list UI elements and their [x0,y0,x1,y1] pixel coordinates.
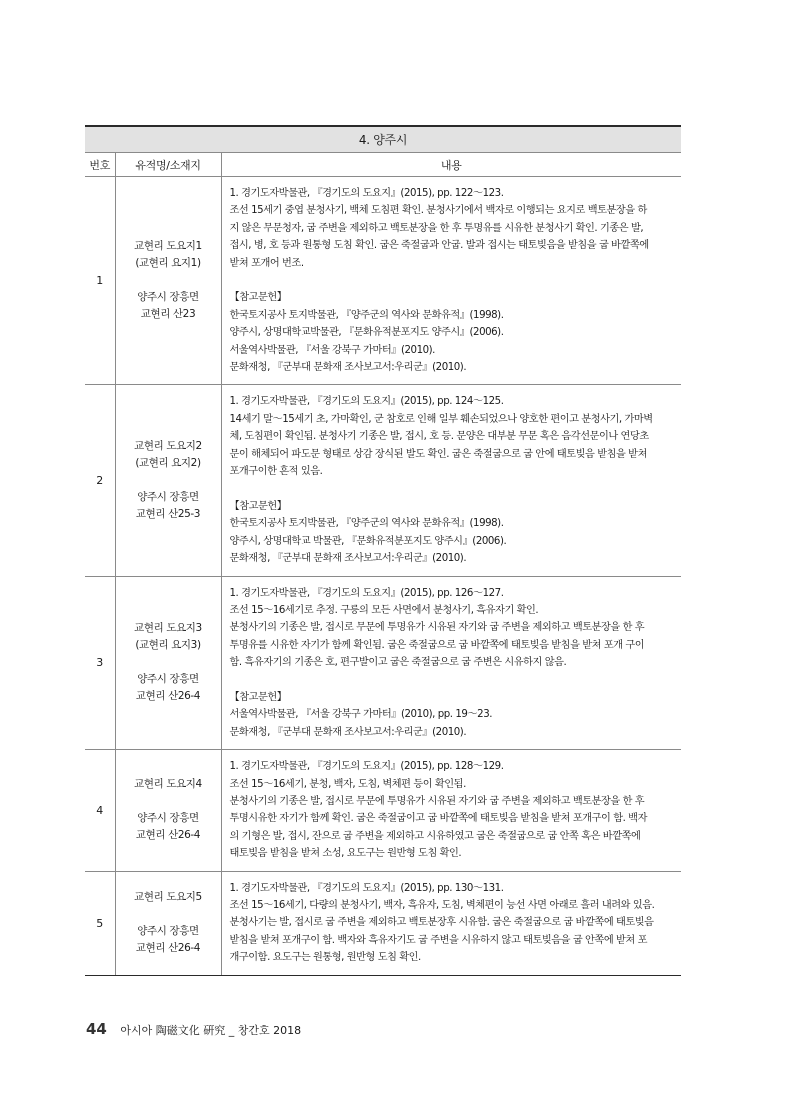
content-line: 양주시, 상명대학교박물관, 『문화유적분포지도 양주시』(2006). [229,327,504,339]
content-line: 한국토지공사 토지박물관, 『양주군의 역사와 문화유적』(1998). [229,309,504,321]
table-header-row [85,153,681,177]
site-cell [115,177,221,385]
site-line: 양주시 장흥면 [137,925,199,938]
row-number: 1 [85,177,115,385]
page-footer [86,1020,301,1038]
site-cell [115,750,221,871]
site-line: 양주시 장흥면 [137,291,199,304]
content-line: 1. 경기도자박물관, 『경기도의 도요지』(2015), pp. 126～127. [229,587,504,599]
content-line: 서울역사박물관, 『서울 강북구 가마터』(2010). [229,344,435,356]
site-line: 교현리 도요지4 [134,778,202,791]
content-cell [221,750,681,871]
site-line: 양주시 장흥면 [137,673,199,686]
content-line: 문화재청, 『군부대 문화재 조사보고서:우리군』(2010). [229,362,467,374]
row-number: 3 [85,576,115,750]
site-cell [115,871,221,975]
content-line: 체, 도침편이 확인됨. 분청사기 기종은 발, 접시, 호 등. 문양은 대부분 무문 혹은 음각선문이나 연당초 [229,431,649,443]
content-line: 분청사기는 발, 접시로 굽 주변을 제외하고 백토분장후 시유함. 굽은 죽절굽으로 굽 바깥쪽에 태토빚음 [229,917,654,929]
table-row [85,177,681,385]
content-line: 포개구이한 흔적 있음. [229,466,323,478]
kiln-site-table [85,125,681,976]
content-line: 문화재청, 『군부대 문화재 조사보고서:우리군』(2010). [229,726,467,738]
content-line: 조선 15세기 중엽 분청사기, 백체 도침편 확인. 분청사기에서 백자로 이행되는 요지로 백토분장을 하 [229,205,647,217]
content-line: 양주시, 상명대학교 박물관, 『문화유적분포지도 양주시』(2006). [229,535,507,547]
content-line: 투명시유한 자기가 함께 확인. 굽은 죽절굽이고 굽 바깥쪽에 태토빚음 받침을 받쳐 포개구이 함. 백자 [229,813,647,825]
site-line: 교현리 산26-4 [135,690,201,703]
site-line: 교현리 산25-3 [135,507,201,520]
content-line: 받쳐 포개어 번조. [229,257,304,269]
content-line: 14세기 말～15세기 초, 가마확인, 군 참호로 인해 일부 훼손되었으나 양호한 편이고 분청사기, 가마벽 [229,413,653,425]
content-line: 접시, 병, 호 등과 원통형 도침 확인. 굽은 죽절굽과 안굽. 발과 접시는 태토빚음을 받침을 굽 바깥쪽에 [229,240,649,252]
content-line: 조선 15～16세기, 분청, 백자, 도침, 벽체편 등이 확인됨. [229,778,466,790]
content-line: 서울역사박물관, 『서울 강북구 가마터』(2010), pp. 19～23. [229,709,493,721]
row-number: 5 [85,871,115,975]
content-line: 의 기형은 발, 접시, 잔으로 굽 주변을 제외하고 시유하였고 굽은 죽절굽으로 굽 안쪽 혹은 바깥쪽에 [229,830,641,842]
content-line: 1. 경기도자박물관, 『경기도의 도요지』(2015), pp. 130～131. [229,882,504,894]
content-line: 태토빚음 받침을 받쳐 소성, 요도구는 원반형 도침 확인. [229,848,462,860]
table-row [85,750,681,871]
content-line: 조선 15～16세기, 다량의 분청사기, 백자, 흑유자, 도침, 벽체편이 능선 사면 아래로 흘러 내려와 있음. [229,899,655,911]
site-line: 교현리 도요지2 [134,439,202,452]
row-number: 2 [85,385,115,576]
content-line: 분청사기의 기종은 발, 접시로 무문에 투명유가 시유된 자기와 굽 주변을 제외하고 백토분장을 한 후 [229,795,645,807]
site-line: 교현리 도요지1 [134,240,202,253]
site-line: 양주시 장흥면 [137,490,199,503]
table-row [85,871,681,975]
section-title: 4. 양주시 [85,126,681,153]
site-line: 교현리 도요지3 [134,622,202,635]
content-line: 분청사기의 기종은 발, 접시로 무문에 투명유가 시유된 자기와 굽 주변을 제외하고 백토분장을 한 후 [229,622,645,634]
content-cell [221,871,681,975]
journal-name: 아시아 陶磁文化 硏究 _ 창간호 2018 [120,1024,302,1037]
content-cell [221,576,681,750]
content-line: 한국토지공사 토지박물관, 『양주군의 역사와 문화유적』(1998). [229,518,504,530]
content-line: 함. 흑유자기의 기종은 호, 편구발이고 굽은 죽절굽으로 굽 주변은 시유하지 않음. [229,657,567,669]
content-line: 1. 경기도자박물관, 『경기도의 도요지』(2015), pp. 124～125. [229,396,504,408]
site-line: 교현리 산26-4 [135,942,201,955]
site-cell [115,576,221,750]
header-number: 번호 [85,153,115,177]
content-line: 개구이함. 요도구는 원통형, 원반형 도침 확인. [229,952,421,964]
section-title-row [85,126,681,153]
site-line: 교현리 도요지5 [134,891,202,904]
header-site: 유적명/소재지 [115,153,221,177]
site-line: 교현리 산23 [140,308,196,321]
content-cell [221,177,681,385]
content-line: 1. 경기도자박물관, 『경기도의 도요지』(2015), pp. 122～123. [229,188,504,199]
row-number: 4 [85,750,115,871]
content-line: 받침을 받쳐 포개구이 함. 백자와 흑유자기도 굽 주변을 시유하지 않고 태토빚음을 굽 안쪽에 받쳐 포 [229,934,647,946]
content-line: 문화재청, 『군부대 문화재 조사보고서:우리군』(2010). [229,553,467,565]
content-line: 【참고문헌】 [229,691,287,703]
site-line: (교현리 요지3) [135,639,201,652]
site-line: 교현리 산26-4 [135,829,201,842]
table-row [85,576,681,750]
content-line: 조선 15～16세기로 추정. 구릉의 모든 사면에서 분청사기, 흑유자기 확인. [229,604,539,616]
site-line: (교현리 요지2) [135,456,201,469]
site-line: 양주시 장흥면 [137,812,199,825]
content-line: 문이 해체되어 파도문 형태로 상감 장식된 발도 확인. 굽은 죽절굽으로 굽 안에 태토빚음 받침을 받쳐 [229,448,647,460]
content-line: 투명유를 시유한 자기가 함께 확인됨. 굽은 죽절굽으로 굽 바깥쪽에 태토빚음 받침을 받쳐 포개 구이 [229,639,645,651]
site-cell [115,385,221,576]
header-content: 내용 [221,153,681,177]
content-line: 지 않은 무문청자, 굽 주변을 제외하고 백토분장을 한 후 투명유를 시유한 분청사기 확인. 기종은 발, [229,222,644,234]
site-line: (교현리 요지1) [135,257,201,270]
content-cell [221,385,681,576]
page-number: 44 [86,1020,107,1038]
content-line: 【참고문헌】 [229,500,287,512]
content-line: 【참고문헌】 [229,292,287,304]
content-line: 1. 경기도자박물관, 『경기도의 도요지』(2015), pp. 128～129. [229,761,504,773]
table-row [85,385,681,576]
